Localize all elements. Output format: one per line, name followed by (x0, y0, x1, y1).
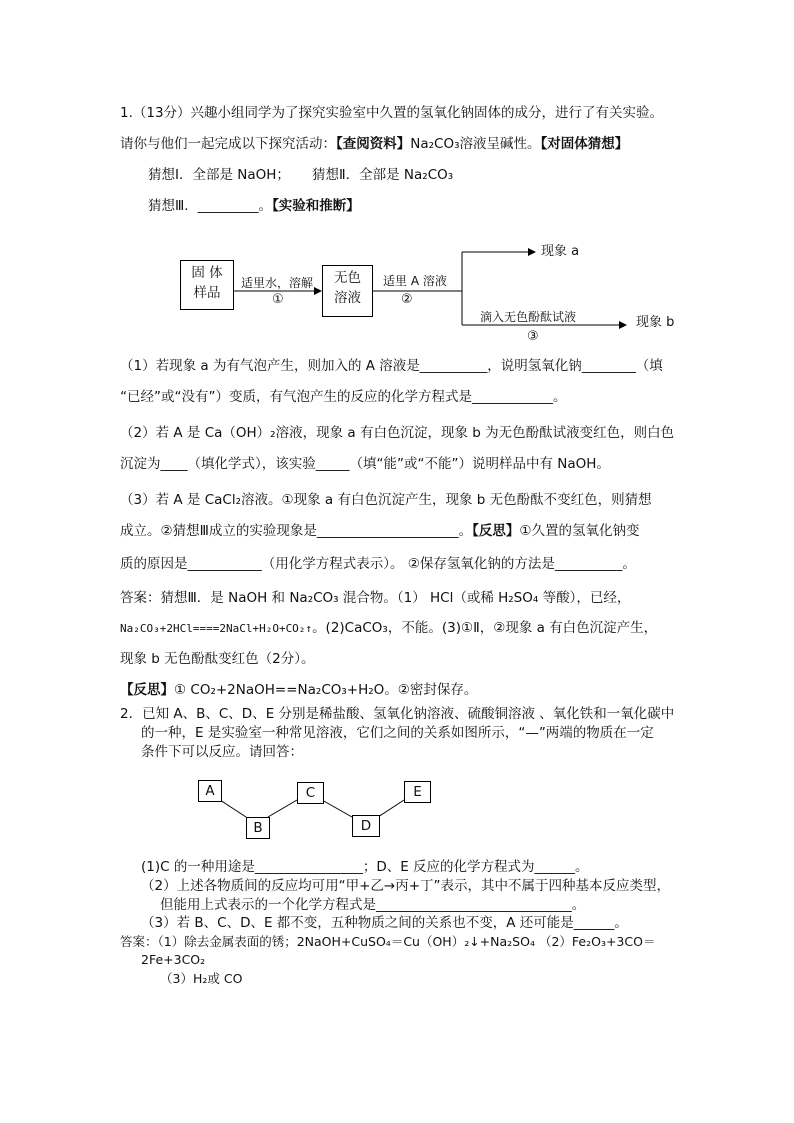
hypothesis-2: 猜想Ⅱ．全部是 Na₂CO₃ (312, 167, 454, 183)
hypothesis-1: 猜想Ⅰ．全部是 NaOH； (148, 167, 290, 183)
flow-box-solid-sample (180, 260, 234, 310)
link-c-d (322, 800, 352, 817)
heading-hypothesis: 【对固体猜想】 (540, 136, 629, 152)
heading-reference: 【查阅资料】 (336, 136, 411, 152)
q1-part3-line3: 质的原因是___________（用化学方程式表示）。 ②保存氢氧化钠的方法是__________。 (120, 556, 636, 572)
link-b-c (268, 800, 297, 817)
q2-subquestion-2-line2: 但能用上式表示的一个化学方程式是_____________________________。 (160, 897, 586, 913)
q1-reference-text: Na₂CO₃溶液呈碱性。 (410, 136, 541, 152)
q2-answer-line2: 2Fe+3CO₂ (141, 952, 206, 967)
node-b: B (246, 817, 270, 839)
q2-answer-line1: 答案：（1）除去金属表面的锈；2NaOH+CuSO₄＝Cu（OH）₂↓+Na₂SO₄ （2）Fe₂O₃+3CO＝ (120, 934, 656, 949)
q2-intro-line1: 2．已知 A、B、C、D、E 分别是稀盐酸、氢氧化钠溶液、硫酸铜溶液 、氧化铁和一氧化碳中 (120, 706, 675, 722)
link-a-b (220, 800, 246, 817)
flow-step3-number: ③ (527, 329, 539, 344)
q1-intro-text: 请你与他们一起完成以下探究活动： (120, 136, 336, 152)
q1-part2-line2: 沉淀为____（填化学式），该实验_____（填“能”或“不能”）说明样品中有 NaOH。 (120, 456, 610, 472)
hypothesis-3: 猜想Ⅲ．_________。 (148, 198, 273, 214)
q1-answer-equation: Na₂CO₃+2HCl====2NaCl+H₂O+CO₂↑ (120, 622, 313, 635)
q1-part3-text: 成立。②猜想Ⅲ成立的实验现象是_____________________。 (120, 523, 473, 539)
flow-step1-label: 适里水，溶解 (241, 276, 314, 290)
q2-answer-line3: （3）H₂或 CO (160, 971, 243, 986)
q2-subquestion-1: (1)C 的一种用途是________________；D、E 反应的化学方程式为______。 (141, 859, 589, 875)
q1-answer-line1: 答案：猜想Ⅲ．是 NaOH 和 Na₂CO₃ 混合物。（1） HCl（或稀 H₂SO₄ 等酸），已经， (120, 590, 631, 606)
heading-reflection-answer: 【反思】 (120, 682, 174, 698)
q2-intro-line3: 条件下可以反应。请回答： (141, 744, 303, 760)
node-c: C (297, 782, 324, 804)
node-d: D (352, 815, 380, 837)
link-d-e (378, 800, 404, 817)
q1-answer-line2 (120, 619, 657, 638)
q2-intro-line2: 的一种，E 是实验室一种常见溶液，它们之间的关系如图所示，“—”两端的物质在一定 (141, 725, 654, 741)
flow-box1-line2: 样品 (193, 285, 221, 301)
q1-part3-line2 (120, 522, 640, 540)
node-a: A (198, 780, 222, 802)
flow-step2-label: 适里 A 溶液 (383, 274, 447, 288)
heading-reflection: 【反思】 (472, 523, 520, 539)
q1-answer-text: 。(2)CaCO₃，不能。(3)①Ⅱ，②现象 a 有白色沉淀产生， (312, 620, 658, 636)
flow-box-colorless-solution (322, 265, 373, 317)
q1-intro-line1: 1.（13分）兴趣小组同学为了探究实验室中久置的氢氧化钠固体的成分，进行了有关实验。 (120, 105, 664, 121)
q1-answer-line4 (120, 681, 477, 699)
q1-part3-line1: （3）若 A 是 CaCl₂溶液。①现象 a 有白色沉淀产生，现象 b 无色酚酞不变红色，则猜想 (120, 492, 652, 508)
q1-part1-line2: “已经”或“没有”）变质，有气泡产生的反应的化学方程式是____________。 (120, 389, 567, 405)
q1-reflection-text: ①久置的氢氧化钠变 (519, 523, 640, 539)
flow-step1-number: ① (272, 292, 284, 307)
flow-box2-line2: 溶液 (334, 290, 361, 306)
heading-experiment: 【实验和推断】 (272, 198, 360, 214)
flow-box2-line1: 无色 (334, 270, 361, 286)
q1-part1-line1: （1）若现象 a 为有气泡产生，则加入的 A 溶液是__________，说明氢氧化钠________（填 (120, 358, 663, 374)
flow-step3-label: 滴入无色酚酞试液 (480, 310, 577, 324)
q1-reflection-answer: ① CO₂+2NaOH==Na₂CO₃+H₂O。②密封保存。 (174, 682, 478, 698)
q1-part2-line1: （2）若 A 是 Ca（OH）₂溶液，现象 a 有白色沉淀，现象 b 为无色酚酞试液变红色，则白色 (120, 425, 675, 441)
q1-answer-line3: 现象 b 无色酚酞变红色（2分）。 (120, 651, 315, 667)
flow-result-a: 现象 a (541, 244, 580, 259)
node-e: E (404, 781, 431, 803)
flow-result-b: 现象 b (636, 315, 675, 330)
q2-subquestion-2-line1: （2）上述各物质间的反应均可用“甲+乙→丙+丁”表示，其中不属于四种基本反应类型， (141, 878, 671, 894)
q2-subquestion-3: （3）若 B、C、D、E 都不变，五种物质之间的关系也不变，A 还可能是______。 (141, 915, 628, 931)
flow-step2-number: ② (401, 292, 413, 307)
flow-box1-line1: 固 体 (191, 265, 223, 281)
